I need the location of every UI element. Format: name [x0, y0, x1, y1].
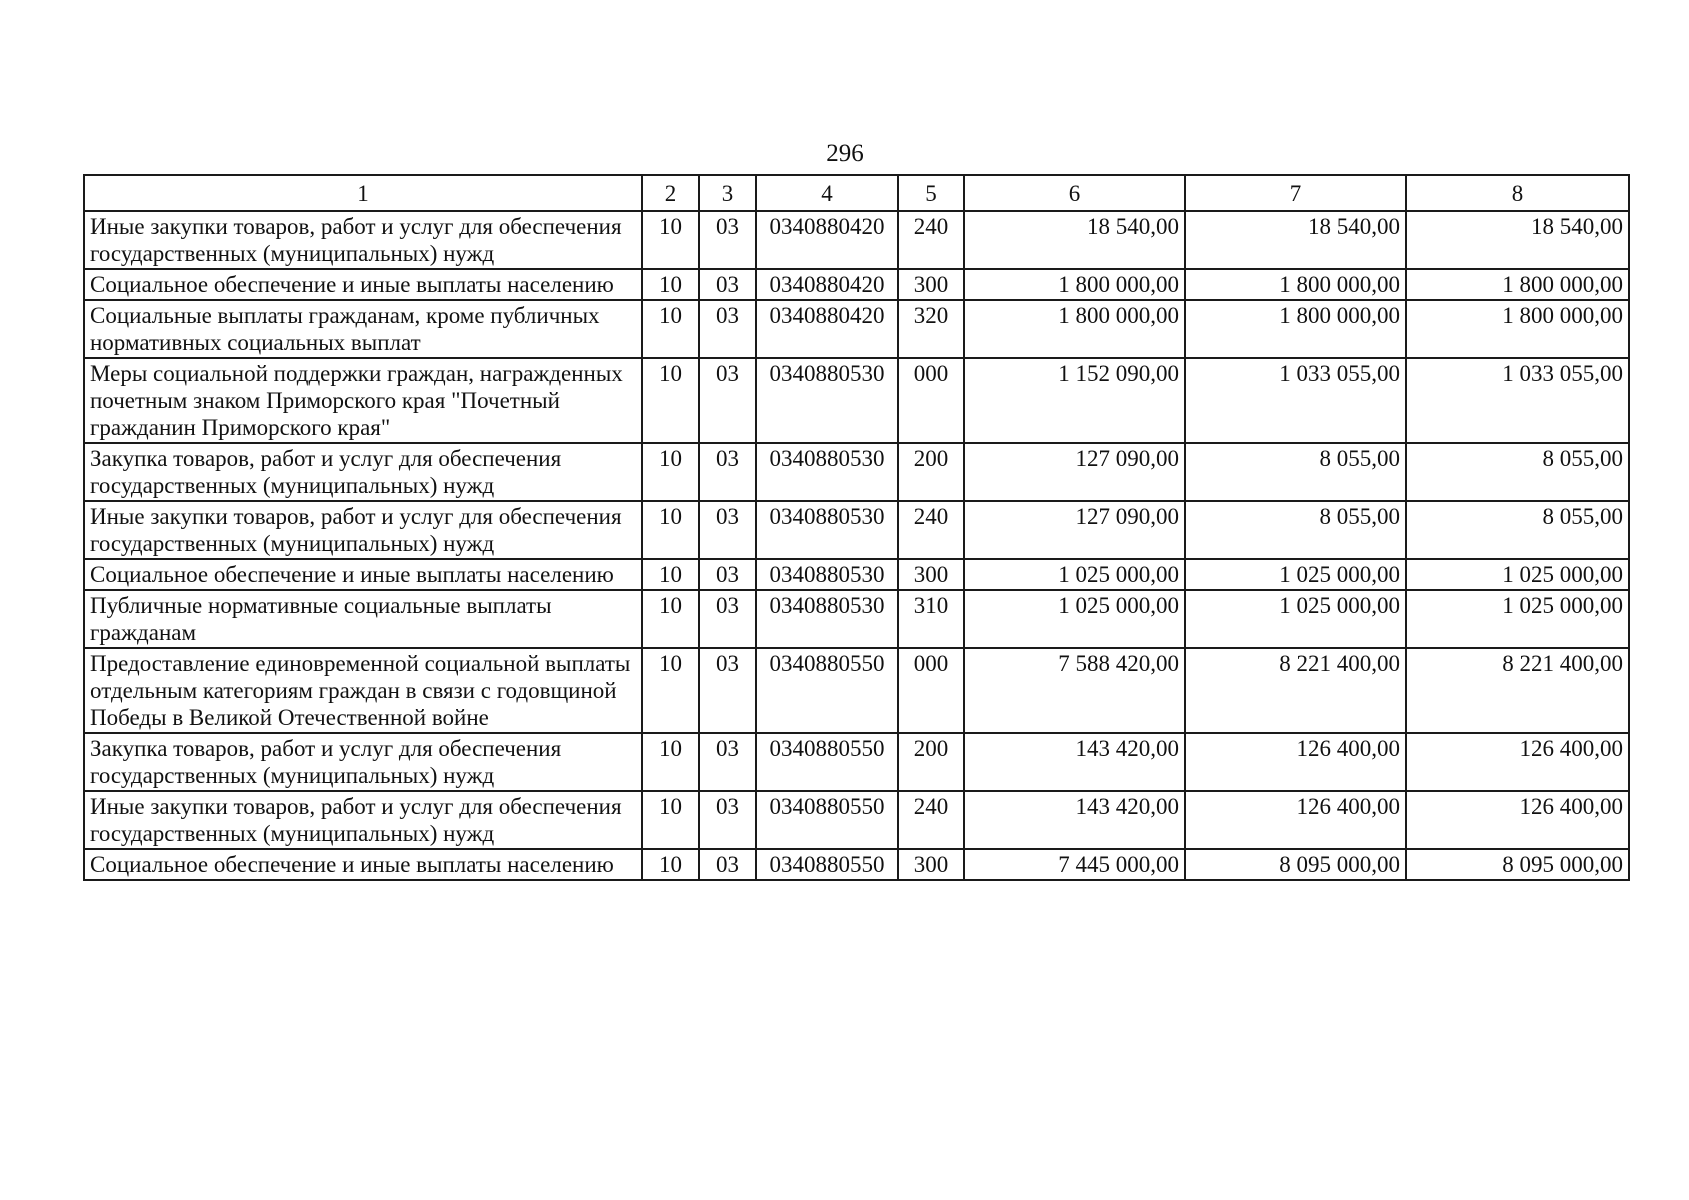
subsection-code: 03 — [699, 648, 756, 733]
table-row — [84, 300, 1629, 358]
target-article-code: 0340880530 — [756, 559, 898, 590]
section-code: 10 — [642, 791, 699, 849]
amount-col8: 8 055,00 — [1406, 501, 1629, 559]
amount-col7: 8 221 400,00 — [1185, 648, 1406, 733]
amount-col6: 127 090,00 — [964, 443, 1185, 501]
table-row — [84, 501, 1629, 559]
expense-type-code: 310 — [898, 590, 964, 648]
budget-table — [83, 174, 1630, 881]
expense-type-code: 240 — [898, 791, 964, 849]
amount-col8: 8 221 400,00 — [1406, 648, 1629, 733]
subsection-code: 03 — [699, 733, 756, 791]
expense-type-code: 240 — [898, 211, 964, 269]
table-row — [84, 849, 1629, 880]
amount-col8: 1 800 000,00 — [1406, 300, 1629, 358]
amount-col8: 1 025 000,00 — [1406, 590, 1629, 648]
column-header: 4 — [756, 175, 898, 211]
section-code: 10 — [642, 648, 699, 733]
section-code: 10 — [642, 269, 699, 300]
amount-col8: 18 540,00 — [1406, 211, 1629, 269]
page-number: 296 — [826, 140, 864, 167]
amount-col8: 1 033 055,00 — [1406, 358, 1629, 443]
subsection-code: 03 — [699, 849, 756, 880]
expense-type-code: 200 — [898, 733, 964, 791]
section-code: 10 — [642, 733, 699, 791]
amount-col7: 8 095 000,00 — [1185, 849, 1406, 880]
section-code: 10 — [642, 358, 699, 443]
amount-col6: 7 588 420,00 — [964, 648, 1185, 733]
table-row — [84, 443, 1629, 501]
amount-col7: 1 025 000,00 — [1185, 559, 1406, 590]
amount-col7: 8 055,00 — [1185, 501, 1406, 559]
table-row — [84, 269, 1629, 300]
column-header: 7 — [1185, 175, 1406, 211]
target-article-code: 0340880530 — [756, 501, 898, 559]
header-row — [84, 175, 1629, 211]
section-code: 10 — [642, 849, 699, 880]
table-row — [84, 791, 1629, 849]
section-code: 10 — [642, 211, 699, 269]
row-description: Иные закупки товаров, работ и услуг для обеспечения государственных (муниципальных) нужд — [84, 501, 642, 559]
target-article-code: 0340880530 — [756, 443, 898, 501]
amount-col7: 18 540,00 — [1185, 211, 1406, 269]
amount-col8: 1 025 000,00 — [1406, 559, 1629, 590]
row-description: Закупка товаров, работ и услуг для обеспечения государственных (муниципальных) нужд — [84, 733, 642, 791]
amount-col8: 8 055,00 — [1406, 443, 1629, 501]
amount-col6: 1 025 000,00 — [964, 559, 1185, 590]
row-description: Закупка товаров, работ и услуг для обеспечения государственных (муниципальных) нужд — [84, 443, 642, 501]
amount-col6: 1 800 000,00 — [964, 269, 1185, 300]
target-article-code: 0340880550 — [756, 791, 898, 849]
section-code: 10 — [642, 443, 699, 501]
target-article-code: 0340880550 — [756, 733, 898, 791]
amount-col8: 126 400,00 — [1406, 733, 1629, 791]
target-article-code: 0340880420 — [756, 300, 898, 358]
amount-col8: 126 400,00 — [1406, 791, 1629, 849]
row-description: Социальные выплаты гражданам, кроме публичных нормативных социальных выплат — [84, 300, 642, 358]
amount-col7: 1 025 000,00 — [1185, 590, 1406, 648]
amount-col6: 143 420,00 — [964, 733, 1185, 791]
subsection-code: 03 — [699, 443, 756, 501]
subsection-code: 03 — [699, 269, 756, 300]
subsection-code: 03 — [699, 590, 756, 648]
table-row — [84, 211, 1629, 269]
table-row — [84, 559, 1629, 590]
target-article-code: 0340880530 — [756, 590, 898, 648]
section-code: 10 — [642, 501, 699, 559]
amount-col7: 1 033 055,00 — [1185, 358, 1406, 443]
expense-type-code: 200 — [898, 443, 964, 501]
column-header: 2 — [642, 175, 699, 211]
amount-col6: 143 420,00 — [964, 791, 1185, 849]
row-description: Иные закупки товаров, работ и услуг для обеспечения государственных (муниципальных) нужд — [84, 211, 642, 269]
expense-type-code: 000 — [898, 648, 964, 733]
target-article-code: 0340880420 — [756, 211, 898, 269]
row-description: Социальное обеспечение и иные выплаты населению — [84, 849, 642, 880]
subsection-code: 03 — [699, 358, 756, 443]
table-row — [84, 590, 1629, 648]
column-header: 8 — [1406, 175, 1629, 211]
expense-type-code: 300 — [898, 269, 964, 300]
amount-col7: 1 800 000,00 — [1185, 300, 1406, 358]
subsection-code: 03 — [699, 791, 756, 849]
amount-col6: 1 800 000,00 — [964, 300, 1185, 358]
amount-col6: 7 445 000,00 — [964, 849, 1185, 880]
row-description: Публичные нормативные социальные выплаты гражданам — [84, 590, 642, 648]
row-description: Предоставление единовременной социальной выплаты отдельным категориям граждан в связи с годовщиной Победы в Великой Отечественной войне — [84, 648, 642, 733]
amount-col6: 127 090,00 — [964, 501, 1185, 559]
row-description: Иные закупки товаров, работ и услуг для обеспечения государственных (муниципальных) нужд — [84, 791, 642, 849]
amount-col8: 1 800 000,00 — [1406, 269, 1629, 300]
amount-col6: 1 025 000,00 — [964, 590, 1185, 648]
amount-col7: 8 055,00 — [1185, 443, 1406, 501]
subsection-code: 03 — [699, 501, 756, 559]
subsection-code: 03 — [699, 300, 756, 358]
section-code: 10 — [642, 300, 699, 358]
target-article-code: 0340880420 — [756, 269, 898, 300]
row-description: Социальное обеспечение и иные выплаты населению — [84, 559, 642, 590]
section-code: 10 — [642, 559, 699, 590]
column-header: 3 — [699, 175, 756, 211]
target-article-code: 0340880550 — [756, 648, 898, 733]
subsection-code: 03 — [699, 559, 756, 590]
expense-type-code: 000 — [898, 358, 964, 443]
target-article-code: 0340880550 — [756, 849, 898, 880]
amount-col6: 18 540,00 — [964, 211, 1185, 269]
expense-type-code: 300 — [898, 559, 964, 590]
amount-col7: 126 400,00 — [1185, 791, 1406, 849]
subsection-code: 03 — [699, 211, 756, 269]
amount-col8: 8 095 000,00 — [1406, 849, 1629, 880]
column-header: 5 — [898, 175, 964, 211]
expense-type-code: 240 — [898, 501, 964, 559]
expense-type-code: 320 — [898, 300, 964, 358]
target-article-code: 0340880530 — [756, 358, 898, 443]
table-row — [84, 358, 1629, 443]
amount-col6: 1 152 090,00 — [964, 358, 1185, 443]
table-row — [84, 733, 1629, 791]
column-header: 1 — [84, 175, 642, 211]
amount-col7: 1 800 000,00 — [1185, 269, 1406, 300]
expense-type-code: 300 — [898, 849, 964, 880]
table-row — [84, 648, 1629, 733]
row-description: Меры социальной поддержки граждан, награжденных почетным знаком Приморского края "Почетный гражданин Приморского края" — [84, 358, 642, 443]
row-description: Социальное обеспечение и иные выплаты населению — [84, 269, 642, 300]
amount-col7: 126 400,00 — [1185, 733, 1406, 791]
section-code: 10 — [642, 590, 699, 648]
column-header: 6 — [964, 175, 1185, 211]
